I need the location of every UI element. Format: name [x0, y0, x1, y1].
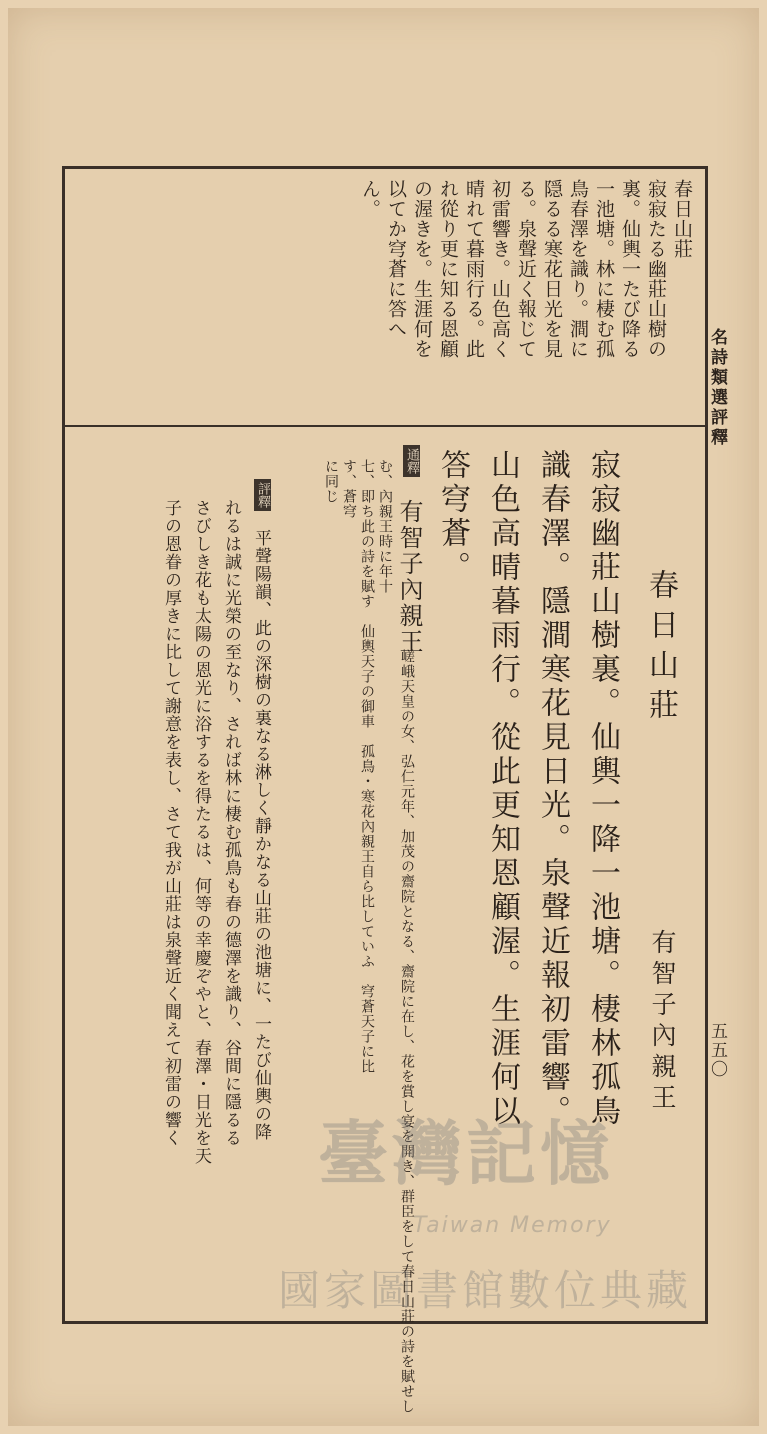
top-column: 以てか穹蒼に答へ — [385, 179, 407, 339]
kundoku-box — [65, 169, 705, 427]
note-sub-line: む、內親王時に年十 — [377, 459, 393, 594]
top-column: の渥きを。生涯何を — [411, 179, 433, 359]
commentary-line: さびしき花も太陽の恩光に浴するを得たるは、何等の幸慶ぞやと、春澤・日光を天 — [191, 499, 211, 1165]
page-paper — [8, 8, 759, 1426]
top-column: 春日山莊 — [671, 179, 693, 259]
top-column: 裏。仙輿一たび降る — [619, 179, 641, 359]
poem-line: 答穹蒼。 — [435, 449, 470, 585]
poem-line: 寂寂幽莊山樹裏。仙輿一降一池塘。棲林孤鳥 — [585, 449, 620, 1129]
note-main-annotation: 嵯峨天皇の女、弘仁元年、加茂の齋院となる、齋院に在し、花を賞し宴を開き、群臣をして春日山莊の詩を賦せし — [399, 649, 415, 1414]
top-column: 寂寂たる幽莊山樹の — [645, 179, 667, 359]
commentary-line: 平聲陽韻、此の深樹の裏なる淋しく靜かなる山莊の池塘に、一たび仙輿の降 — [251, 529, 271, 1141]
note-main: 有智子內親王 — [395, 499, 423, 655]
watermark-subtitle: 國家圖書館數位典藏 — [278, 1266, 693, 1315]
commentary-label: 評釋 — [254, 479, 271, 511]
poem-line: 山色高晴暮雨行。從此更知恩顧渥。生涯何以 — [485, 449, 520, 1129]
note-sub-line: す、蒼穹 — [341, 459, 357, 519]
top-column: 一池塘。林に棲む孤 — [593, 179, 615, 359]
note-sub-line: に同じ — [323, 459, 339, 504]
note-sub-line: 七、即ち此の詩を賦す 仙輿天子の御車 孤鳥・寒花內親王自ら比していふ 穹蒼天子に比 — [359, 459, 375, 1074]
watermark-logo: 臺灣記憶 — [318, 1113, 614, 1195]
poem-author: 有智子內親王 — [648, 929, 677, 1115]
top-column: 隠るる寒花日光を見 — [541, 179, 563, 359]
page-number: 五五〇 — [707, 1022, 727, 1079]
top-column: 鳥春澤を識り。澗に — [567, 179, 589, 359]
top-column: ん。 — [359, 179, 381, 219]
watermark-english: Taiwan Memory — [413, 1213, 612, 1238]
top-column: れ從り更に知る恩顧 — [437, 179, 459, 359]
poem-line: 識春澤。隱澗寒花見日光。泉聲近報初雷響。 — [535, 449, 570, 1129]
top-column: 初雷響き。山色高く — [489, 179, 511, 359]
poem-title: 春日山莊 — [643, 569, 678, 729]
note-label: 通釋 — [403, 445, 420, 477]
commentary-line: 子の恩眷の厚きに比して謝意を表し、さて我が山莊は泉聲近く聞えて初雷の響く — [161, 499, 181, 1147]
top-column: る。泉聲近く報じて — [515, 179, 537, 359]
commentary-line: れるは誠に光榮の至なり、されば林に棲む孤鳥も春の德澤を識り、谷間に隱るる — [221, 499, 241, 1147]
book-title: 名詩類選評釋 — [707, 328, 727, 448]
top-column: 晴れて暮雨行る。此 — [463, 179, 485, 359]
